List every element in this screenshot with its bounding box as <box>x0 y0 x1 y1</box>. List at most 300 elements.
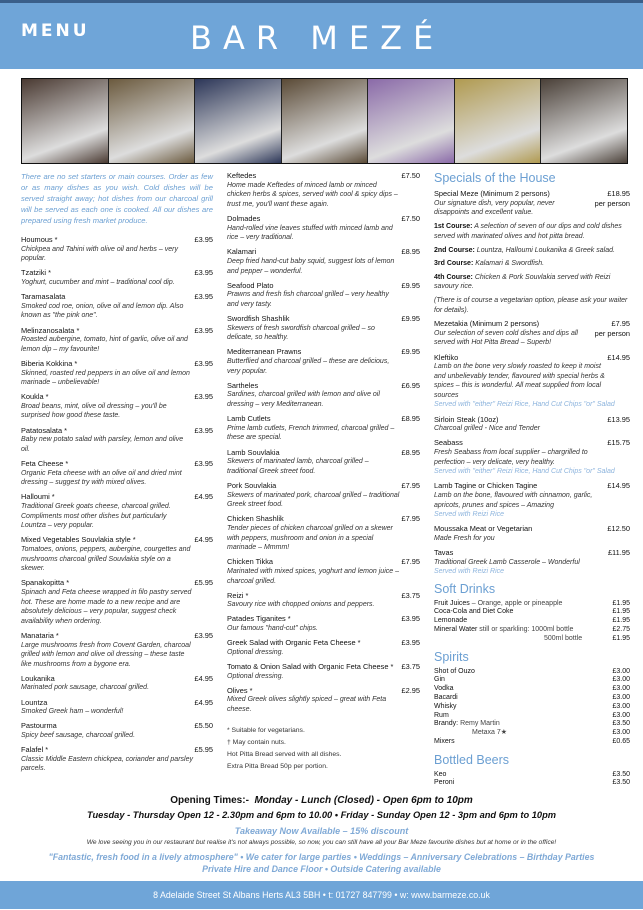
beers-heading: Bottled Beers <box>434 752 510 767</box>
item-price: £7.50 <box>401 213 420 223</box>
menu-item <box>227 347 420 376</box>
drink-row <box>434 676 630 685</box>
drink-detail: Remy Martin <box>458 720 500 728</box>
item-name: Pastourma <box>21 721 57 731</box>
drink-detail: – Orange, apple or pineapple <box>469 599 563 607</box>
item-desc: Spicy beef sausage, charcoal grilled. <box>21 732 136 740</box>
drink-name: Mineral Water <box>434 625 478 633</box>
item-header <box>21 359 213 369</box>
drink-price: £1.95 <box>612 634 630 642</box>
item-price: £9.95 <box>401 347 420 357</box>
drink-price: £3.00 <box>612 685 630 693</box>
item-desc: Marinated pork sausage, charcoal grilled. <box>21 684 150 692</box>
item-header <box>227 171 420 181</box>
item-price: £3.75 <box>401 590 420 600</box>
photo-restaurant-interior <box>22 79 109 163</box>
tagline: "Fantastic, fresh food in a lively atmosphere" • We cater for large parties • Weddings – Anniversary Celebrations – Birthday Parties <box>48 852 595 863</box>
item-desc: Our selection of seven cold dishes and dips all served with Hot Pitta Bread – Superb! <box>434 329 578 347</box>
item-desc: Smoked Greek ham – wonderful! <box>21 708 124 716</box>
item-header <box>21 426 213 436</box>
drink-row <box>434 617 630 626</box>
drink-label <box>434 712 449 721</box>
item-desc: Broad beans, mint, olive oil dressing – you'll be surprised how good these taste. <box>21 402 167 420</box>
drink-row <box>434 626 630 635</box>
item-desc: Lamb on the bone, flavoured with cinnamon, garlic, apricots, prunes and spices – Amazing <box>434 492 593 509</box>
drink-row <box>434 635 630 644</box>
header-band <box>0 3 643 69</box>
menu-item <box>227 247 420 276</box>
item-header <box>227 347 420 357</box>
note-vegetarian: * Suitable for vegetarians. <box>227 726 305 734</box>
item-name: Chicken Tikka <box>227 557 274 567</box>
drink-label <box>434 635 582 644</box>
item-desc: Tender pieces of chicken charcoal grilled on a skewer with peppers, mushroom and onion in a special marinade – Mmmm! <box>227 524 393 552</box>
item-name: Patatosalata * <box>21 425 68 435</box>
item-name: Reizi * <box>227 590 249 600</box>
course-label: 1st Course: <box>434 223 473 231</box>
menu-item <box>434 524 630 543</box>
item-price: £2.95 <box>401 685 420 695</box>
item-price: £4.95 <box>194 535 213 545</box>
menu-item <box>434 438 630 476</box>
item-price: £11.95 <box>607 548 630 558</box>
opening-times <box>10 794 633 807</box>
menu-item <box>21 326 213 355</box>
drink-row <box>434 720 630 729</box>
item-name: Feta Cheese * <box>21 459 69 469</box>
drink-label <box>434 779 454 788</box>
drink-row <box>434 600 630 609</box>
item-header <box>227 481 420 491</box>
item-name: Patades Tiganites * <box>227 614 291 624</box>
item-note: Served with "either" Reizi Rice, Hand Cut Chips "or" Salad <box>434 401 615 409</box>
menu-item <box>21 426 213 455</box>
item-price: £5.50 <box>194 721 213 731</box>
item-header <box>434 438 630 448</box>
item-desc: Lamb on the bone very slowly roasted to keep it moist and unbelievably tender, flavoured with special herbs & spices – this is wonderful. All meat supplied from local sources <box>434 363 605 399</box>
item-name: Sartheles <box>227 380 259 390</box>
menu-item <box>21 578 213 626</box>
item-name: Keftedes <box>227 171 257 180</box>
drink-price: £0.65 <box>612 737 630 745</box>
item-header <box>227 214 420 224</box>
drink-name: Gin <box>434 676 445 684</box>
item-desc: Optional dressing. <box>227 672 284 680</box>
item-price: £3.95 <box>194 268 213 278</box>
item-name: Tomato & Onion Salad with Organic Feta Cheese * <box>227 662 394 672</box>
item-name: Lamb Cutlets <box>227 414 271 424</box>
item-header <box>21 631 213 641</box>
item-name: Mediterranean Prawns <box>227 347 302 357</box>
item-desc: Skewers of marinated lamb, charcoal grilled – traditional Greek street food. <box>227 458 369 475</box>
drink-name: Whisky <box>434 702 457 710</box>
drink-name: Peroni <box>434 779 455 787</box>
course-label: 4th Course: <box>434 273 473 281</box>
item-name: Halloumi * <box>21 492 55 502</box>
photo-cupcakes <box>368 79 455 163</box>
menu-item <box>227 171 420 209</box>
item-name: Biberia Kokkina * <box>21 358 78 368</box>
drink-name: Vodka <box>434 685 454 693</box>
item-desc: Butterflied and charcoal grilled – these are delicious, very popular. <box>227 358 390 375</box>
menu-item <box>434 353 630 411</box>
note-extra-pitta: Extra Pitta Bread 50p per portion. <box>227 762 328 770</box>
item-header <box>21 745 213 755</box>
item-header <box>227 591 420 601</box>
item-price: £9.95 <box>401 314 420 324</box>
drink-row <box>434 771 630 780</box>
drink-label <box>434 720 500 729</box>
item-note: Served with "either" Reizi Rice, Hand Cut Chips "or" Salad <box>434 468 615 476</box>
drink-row <box>434 712 630 721</box>
menu-item <box>227 514 420 552</box>
course-label: 3rd Course: <box>434 260 474 268</box>
item-price: £7.95 <box>401 480 420 490</box>
item-price: £7.50 <box>401 171 420 180</box>
menu-item <box>21 459 213 488</box>
brand-logo: BAR MEZÉ <box>190 19 445 57</box>
drink-row <box>434 694 630 703</box>
item-price: £14.95 <box>607 352 630 362</box>
item-desc: Sardines, charcoal grilled with lemon and olive oil dressing – very Mediterranean. <box>227 391 380 409</box>
drink-price: £1.95 <box>612 599 630 607</box>
menu-item <box>227 662 420 681</box>
item-desc: Our signature dish, very popular, never disappoints and excellent value. <box>434 199 555 217</box>
item-note: Served with Reizi Rice <box>434 568 505 576</box>
item-name: Manataria * <box>21 630 59 640</box>
item-header <box>227 448 420 458</box>
item-price: £3.95 <box>194 292 213 302</box>
drink-name: Lemonade <box>434 617 468 625</box>
item-price: £15.75 <box>607 438 630 448</box>
menu-item <box>227 638 420 657</box>
item-header <box>434 353 630 363</box>
item-name: Greek Salad with Organic Feta Cheese * <box>227 638 361 648</box>
item-name: Spanakopitta * <box>21 578 70 588</box>
drink-label <box>434 738 455 747</box>
item-price: £9.95 <box>401 280 420 290</box>
course-1 <box>434 222 630 241</box>
item-price: £3.95 <box>401 638 420 648</box>
item-price: £8.95 <box>401 247 420 257</box>
item-desc: Our famous "hand-cut" chips. <box>227 625 318 633</box>
item-price: £5.95 <box>194 745 213 755</box>
item-name: Taramasalata <box>21 292 66 302</box>
item-price: £13.95 <box>607 414 630 424</box>
photo-shopfront <box>195 79 282 163</box>
item-header <box>227 557 420 567</box>
item-price: £14.95 <box>607 481 630 491</box>
item-desc: Optional dressing. <box>227 648 284 656</box>
drink-row <box>434 608 630 617</box>
menu-item <box>434 481 630 519</box>
item-desc: Roasted aubergine, tomato, hint of garlic, olive oil and lemon dip – my favourite! <box>21 336 188 353</box>
item-header <box>21 492 213 502</box>
course-text: Lountza, Halloumi Loukanika & Greek salad. <box>476 246 615 254</box>
item-header <box>227 686 420 696</box>
menu-item <box>227 686 420 715</box>
drink-price: £3.00 <box>612 729 630 737</box>
item-desc: Tomatoes, onions, peppers, aubergine, courgettes and mushrooms charcoal grilled Souvlakia style on a skewer. <box>21 545 191 573</box>
item-header <box>21 698 213 708</box>
item-header <box>21 721 213 731</box>
item-price: £5.95 <box>194 578 213 588</box>
opening-rest: Tuesday - Thursday Open 12 - 2.30pm and 6pm to 10.00 • Friday - Sunday Open 12 - 3pm and 6pm to 10pm <box>86 810 557 821</box>
note-pitta: Hot Pitta Bread served with all dishes. <box>227 750 342 758</box>
menu-item <box>227 281 420 310</box>
item-header <box>21 326 213 336</box>
per-person: per person <box>594 198 630 208</box>
drink-label <box>434 729 507 738</box>
footer-info <box>0 788 643 881</box>
photo-strip <box>21 78 628 164</box>
course-label: 2nd Course: <box>434 246 475 254</box>
item-desc: Skinned, roasted red peppers in an olive oil and lemon marinade – unbelievable! <box>21 369 190 387</box>
item-name: Houmous * <box>21 235 58 244</box>
course-2 <box>434 246 630 256</box>
spirits-heading: Spirits <box>434 649 469 664</box>
item-name: Lamb Tagine or Chicken Tagine <box>434 481 538 491</box>
item-header <box>227 514 420 524</box>
drink-label <box>434 617 467 626</box>
item-price: £3.95 <box>401 614 420 624</box>
menu-item <box>227 414 420 443</box>
drink-detail: 500ml bottle <box>544 634 583 642</box>
item-desc: Prime lamb cutlets, French trimmed, charcoal grilled – these are special. <box>227 424 395 442</box>
item-header <box>21 235 213 245</box>
menu-item <box>227 448 420 477</box>
drink-row <box>434 703 630 712</box>
item-header <box>21 459 213 469</box>
drink-label <box>434 676 445 685</box>
item-header <box>434 481 630 491</box>
item-desc: Prawns and fresh fish charcoal grilled – very healthy and very tasty. <box>227 291 389 308</box>
menu-item <box>227 591 420 610</box>
drink-name: Bacardi <box>434 693 458 701</box>
item-price: £3.95 <box>194 425 213 435</box>
item-desc: Large mushrooms fresh from Covent Garden, charcoal grilled with lemon and olive oil dressing – these taste like mushrooms from a bygone era. <box>21 641 191 668</box>
drink-price: £3.00 <box>612 676 630 684</box>
menu-item <box>21 392 213 421</box>
item-desc: Mixed Greek olives slightly spiced – great with Feta cheese. <box>227 696 387 713</box>
drink-name: Rum <box>434 711 449 719</box>
per-person: per person <box>594 328 630 338</box>
item-desc: Marinated with mixed spices, yoghurt and lemon juice – charcoal grilled. <box>227 567 399 585</box>
course-text: Chicken & Pork Souvlakia served with Reizi savoury rice. <box>434 273 611 291</box>
drink-detail: still or sparkling: 1000ml bottle <box>477 625 574 633</box>
item-price: £3.95 <box>194 630 213 640</box>
drink-price: £1.95 <box>612 617 630 625</box>
item-header <box>434 524 630 534</box>
item-header <box>21 674 213 684</box>
item-price: £4.95 <box>194 492 213 502</box>
course-4 <box>434 273 630 292</box>
opening-monday: Monday - Lunch (Closed) - Open 6pm to 10pm <box>254 795 473 807</box>
menu-item <box>227 557 420 586</box>
item-price: £18.95 <box>607 189 630 198</box>
menu-item <box>227 481 420 510</box>
menu-item <box>21 292 213 321</box>
drink-price: £3.00 <box>612 693 630 701</box>
column-specials <box>434 171 630 788</box>
item-name: Loukanika <box>21 673 55 683</box>
menu-item <box>434 415 630 434</box>
item-price: £8.95 <box>401 447 420 457</box>
item-desc: Traditional Greek Lamb Casserole – Wonderful <box>434 558 580 566</box>
drink-price: £3.50 <box>612 779 630 787</box>
item-price: £3.95 <box>194 392 213 402</box>
item-name: Chicken Shashlik <box>227 514 284 524</box>
intro-text: There are no set starters or main courses. Order as few or as many dishes as you wish. Cold dishes will be served straight away; hot dishes from our charcoal grill will be served as each one is cooked. All our dishes are prepared using fresh market produce. <box>21 172 213 225</box>
menu-columns <box>0 170 643 788</box>
item-name: Koukla * <box>21 392 49 402</box>
opening-label: Opening Times:- <box>170 795 249 807</box>
item-note: Served with Reizi Rice <box>434 511 505 519</box>
menu-item <box>21 359 213 388</box>
drink-label <box>434 771 446 780</box>
item-desc: Skewers of fresh swordfish charcoal grilled – so delicate, so healthy. <box>227 324 375 342</box>
photo-diners <box>541 79 627 163</box>
drink-label <box>434 685 453 694</box>
item-name: Seafood Plato <box>227 280 274 290</box>
item-price: £3.95 <box>194 459 213 469</box>
drink-label <box>434 668 475 677</box>
drink-price: £2.75 <box>612 625 630 633</box>
item-desc: Skewers of marinated pork, charcoal grilled – traditional Greek street food. <box>227 491 400 509</box>
menu-item <box>21 535 213 573</box>
item-price: £3.95 <box>194 235 213 244</box>
column-cold-dishes <box>21 171 213 779</box>
item-name: Kalamari <box>227 247 257 257</box>
takeaway-offer: Takeaway Now Available – 15% discount <box>234 826 409 837</box>
header <box>0 0 643 170</box>
item-desc: Made Fresh for you <box>434 534 495 542</box>
soft-drinks-heading: Soft Drinks <box>434 581 496 596</box>
item-desc: Home made Keftedes of minced lamb or minced chicken herbs & spices, served with cool & spicy dips – trust me, you'll want these again. <box>227 181 398 208</box>
item-header <box>227 281 420 291</box>
menu-item <box>21 631 213 669</box>
drink-row <box>434 668 630 677</box>
item-name: Melinzanosalata * <box>21 325 80 335</box>
takeaway-text: We love seeing you in our restaurant but realise it's not always possible, so now, you can still have all your Bar Meze favourite dishes but at home or in the office! <box>86 839 557 847</box>
item-desc: Chickpea and Tahini with olive oil and herbs – very popular. <box>21 245 178 263</box>
item-name: Kleftiko <box>434 352 459 362</box>
item-desc: Savoury rice with chopped onions and peppers. <box>227 601 375 609</box>
item-price: £4.95 <box>194 673 213 683</box>
drink-row <box>434 685 630 694</box>
item-price: £7.95 <box>611 319 630 329</box>
menu-item <box>227 381 420 410</box>
drink-name: Coca-Cola and Diet Coke <box>434 608 514 616</box>
drink-price: £3.50 <box>612 770 630 778</box>
menu-item <box>21 721 213 740</box>
item-header <box>227 381 420 391</box>
item-price: £7.95 <box>401 557 420 567</box>
drink-row <box>434 779 630 788</box>
drink-label <box>434 600 562 609</box>
item-name: Tavas <box>434 548 454 558</box>
item-desc: Charcoal grilled - Nice and Tender <box>434 425 540 433</box>
menu-item <box>21 492 213 530</box>
item-header <box>227 614 420 624</box>
item-desc: Hand-rolled vine leaves stuffed with minced lamb and rice – very traditional. <box>227 224 393 242</box>
item-name: Tzatziki * <box>21 268 51 278</box>
drink-price: £3.50 <box>612 720 630 728</box>
contact-bar: 8 Adelaide Street St Albans Herts AL3 5BH • t: 01727 847799 • w: www.barmeze.co.uk <box>0 881 643 909</box>
drink-price: £3.00 <box>612 702 630 710</box>
menu-item <box>21 674 213 693</box>
item-header <box>227 247 420 257</box>
drink-label <box>434 608 513 617</box>
item-desc: Smoked cod roe, onion, olive oil and lemon dip. Also known as "the pink one". <box>21 302 184 320</box>
item-header <box>227 662 420 672</box>
item-header <box>227 414 420 424</box>
menu-item <box>434 548 630 577</box>
item-price: £6.95 <box>401 380 420 390</box>
drink-detail: Metaxa 7★ <box>472 729 508 737</box>
drink-label <box>434 703 457 712</box>
tagline-2: Private Hire and Dance Floor • Outside Catering available <box>202 864 441 875</box>
mezetakia <box>434 319 630 348</box>
menu-item <box>227 614 420 633</box>
item-price: £12.50 <box>607 524 630 534</box>
footnotes <box>227 725 420 773</box>
item-header <box>21 268 213 278</box>
photo-balloons-party <box>455 79 542 163</box>
course-3 <box>434 259 630 269</box>
item-header <box>227 314 420 324</box>
item-header <box>21 392 213 402</box>
drink-row <box>434 738 630 747</box>
drink-label <box>434 626 573 635</box>
item-header <box>21 535 213 545</box>
item-header <box>227 638 420 648</box>
item-name: Falafel * <box>21 745 49 755</box>
drink-price: £3.00 <box>612 711 630 719</box>
item-header <box>434 548 630 558</box>
item-header <box>21 292 213 302</box>
menu-label: MENU <box>21 21 90 41</box>
menu-item <box>21 235 213 264</box>
course-text: A selection of seven of our dips and cold dishes served with marinated olives and hot pitta bread. <box>434 223 622 240</box>
drink-name: Mixers <box>434 737 455 745</box>
item-price: £7.95 <box>401 514 420 524</box>
item-name: Moussaka Meat or Vegetarian <box>434 524 533 534</box>
drink-label <box>434 694 458 703</box>
item-name: Mixed Vegetables Souvlakia style * <box>21 535 136 545</box>
item-name: Lountza <box>21 697 48 707</box>
drink-name: Keo <box>434 770 447 778</box>
item-name: Sirloin Steak (10oz) <box>434 414 499 424</box>
item-price: £3.95 <box>194 325 213 335</box>
note-nuts: † May contain nuts. <box>227 738 286 746</box>
menu-item <box>21 745 213 774</box>
item-desc: Deep fried hand-cut baby squid, suggest lots of lemon and pepper – wonderful. <box>227 257 395 275</box>
item-price: £3.95 <box>194 358 213 368</box>
drink-name: Brandy: <box>434 720 459 728</box>
item-name: Mezetakia (Minimum 2 persons) <box>434 319 540 329</box>
item-header <box>21 578 213 588</box>
item-desc: Traditional Greek goats cheese, charcoal grilled. Compliments most other dishes but particularly Lountza – very popular. <box>21 503 171 530</box>
course-text: Kalamari & Swordfish. <box>475 260 545 268</box>
photo-flowers-vase <box>109 79 196 163</box>
item-name: Swordfish Shashlik <box>227 314 290 324</box>
item-price: £4.95 <box>194 697 213 707</box>
item-name: Lamb Souvlakia <box>227 447 280 457</box>
item-price: £8.95 <box>401 414 420 424</box>
item-desc: Fresh Seabass from local supplier – chargrilled to perfection – very delicate, very healthy. <box>434 449 588 466</box>
item-name: Special Meze (Minimum 2 persons) <box>434 189 550 198</box>
